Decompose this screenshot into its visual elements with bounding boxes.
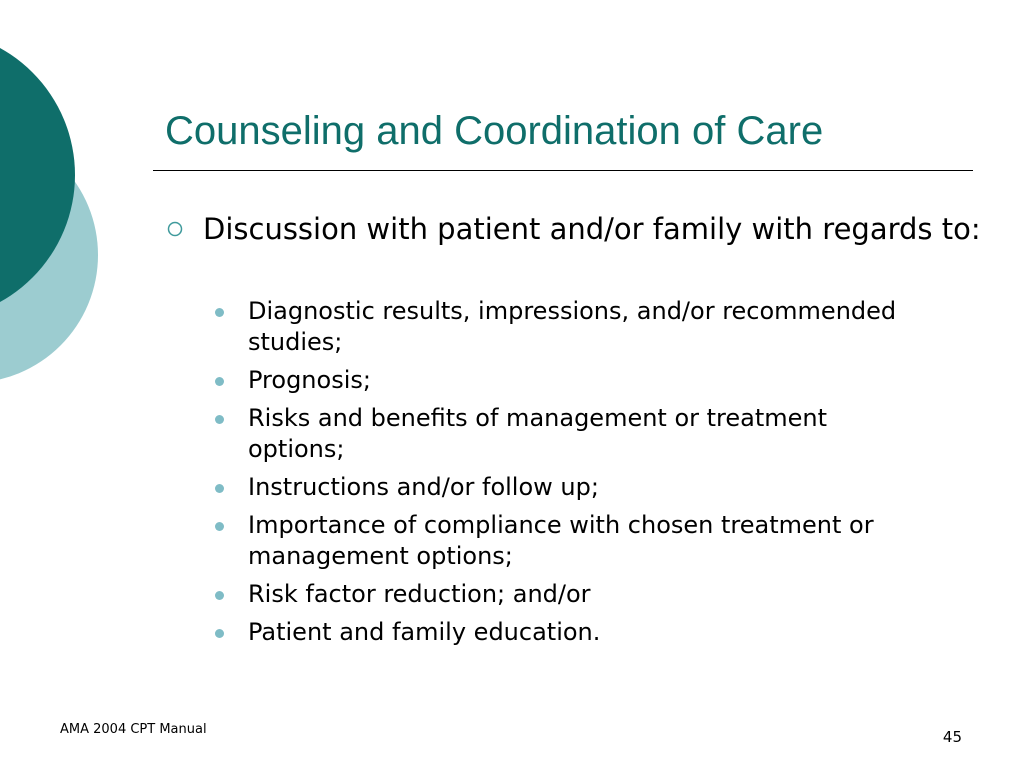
list-item xyxy=(215,510,915,572)
list-item-text: Prognosis; xyxy=(248,366,371,394)
filled-dot-icon xyxy=(215,629,224,638)
filled-dot-icon xyxy=(215,415,224,424)
list-item-text: Risk factor reduction; and/or xyxy=(248,580,591,608)
page-number: 45 xyxy=(942,728,962,746)
list-item-text: Diagnostic results, impressions, and/or recommended studies; xyxy=(248,297,897,356)
list-item xyxy=(215,365,915,396)
list-item-text: Risks and benefits of management or treatment options; xyxy=(248,404,828,463)
list-item xyxy=(215,579,915,610)
footer-source: AMA 2004 CPT Manual xyxy=(60,722,207,737)
filled-dot-icon xyxy=(215,591,224,600)
main-bullet-text: Discussion with patient and/or family with regards to: xyxy=(203,212,981,246)
decorative-circles xyxy=(0,0,120,420)
title-divider xyxy=(153,170,973,171)
list-item xyxy=(215,403,915,465)
sub-bullet-list xyxy=(215,296,915,655)
list-item-text: Importance of compliance with chosen treatment or management options; xyxy=(248,511,874,570)
filled-dot-icon xyxy=(215,308,224,317)
list-item xyxy=(215,617,915,648)
list-item-text: Instructions and/or follow up; xyxy=(248,473,599,501)
list-item xyxy=(215,472,915,503)
list-item xyxy=(215,296,915,358)
filled-dot-icon xyxy=(215,522,224,531)
filled-dot-icon xyxy=(215,377,224,386)
list-item-text: Patient and family education. xyxy=(248,618,601,646)
hollow-circle-icon xyxy=(165,218,185,240)
filled-dot-icon xyxy=(215,484,224,493)
slide-title: Counseling and Coordination of Care xyxy=(165,109,824,153)
